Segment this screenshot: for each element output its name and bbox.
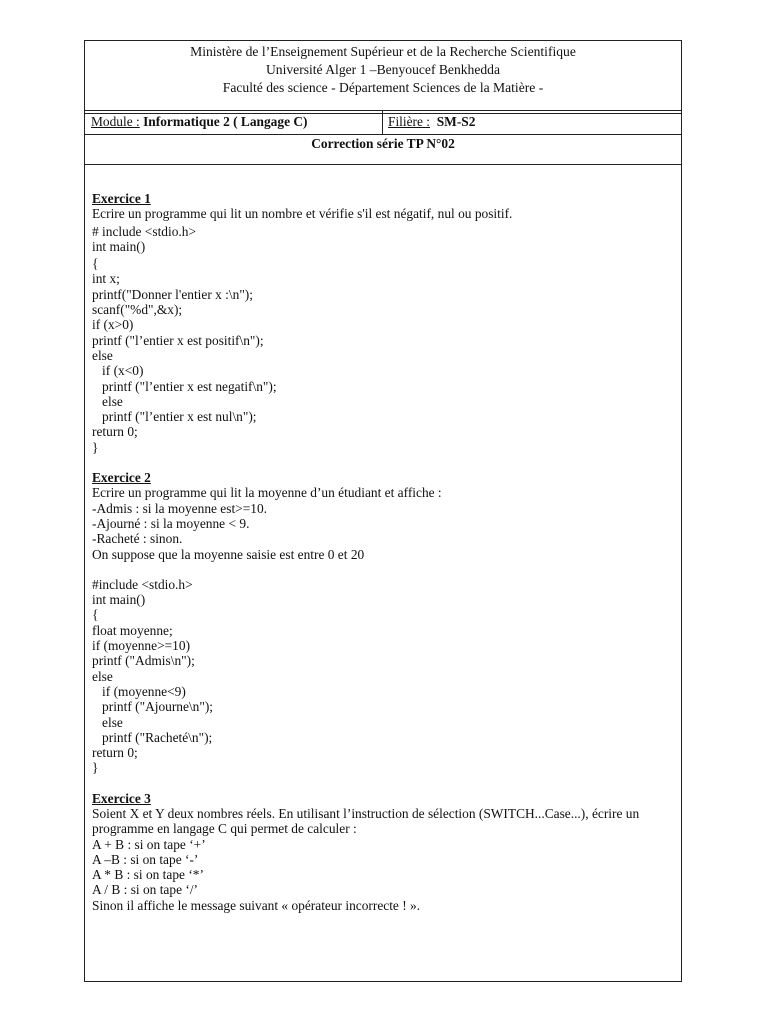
code-line: #include <stdio.h>	[92, 576, 193, 592]
code-line: if (x<0)	[92, 363, 144, 379]
exercise2-statement-line: -Ajourné : si la moyenne < 9.	[92, 515, 250, 531]
code-line: scanf("%d",&x);	[92, 302, 183, 318]
code-line: int main()	[92, 592, 146, 608]
code-line: {	[92, 256, 99, 272]
code-line: if (x>0)	[92, 317, 134, 333]
code-line: }	[92, 760, 99, 776]
doc-title-row	[85, 135, 681, 165]
exercise3-item: Sinon il affiche le message suivant « opérateur incorrecte ! ».	[92, 897, 421, 913]
code-line: int x;	[92, 271, 120, 287]
code-line: {	[92, 607, 99, 623]
code-line: float moyenne;	[92, 622, 173, 638]
code-line: printf ("Admis\n");	[92, 653, 195, 669]
code-line: printf("Donner l'entier x :\n");	[92, 286, 253, 302]
exercise2-title: Exercice 2	[92, 470, 151, 486]
doc-title: Correction série TP N°02	[311, 136, 455, 151]
code-line: printf ("Racheté\n");	[92, 729, 213, 745]
code-line: return 0;	[92, 424, 138, 440]
exercise2-statement-line: On suppose que la moyenne saisie est entre 0 et 20	[92, 546, 365, 562]
code-line: int main()	[92, 238, 146, 254]
code-line: printf ("Ajourne\n");	[92, 699, 214, 715]
filiere-cell	[388, 114, 475, 130]
code-line: printf ("l’entier x est positif\n");	[92, 332, 264, 348]
module-label: Module :	[91, 114, 140, 129]
faculty-line: Faculté des science - Département Sciences de la Matière -	[222, 80, 544, 95]
code-line: printf ("l’entier x est negatif\n");	[92, 378, 277, 394]
code-line: else	[92, 668, 113, 684]
exercise3-item: A / B : si on tape ‘/’	[92, 882, 198, 898]
document-body	[92, 191, 677, 913]
filiere-label: Filière :	[388, 114, 431, 129]
exercise3-item: A + B : si on tape ‘+’	[92, 836, 206, 852]
institution-header	[85, 41, 681, 111]
module-value: Informatique 2 ( Langage C)	[143, 114, 308, 129]
code-line: if (moyenne<9)	[92, 683, 186, 699]
exercise3-statement: Soient X et Y deux nombres réels. En utilisant l’instruction de sélection (SWITCH...Case...), écrire un programme en langage C qui permet de calculer :	[92, 805, 640, 837]
module-row	[85, 111, 681, 135]
code-line: # include <stdio.h>	[92, 223, 196, 239]
code-line: if (moyenne>=10)	[92, 638, 191, 654]
code-line: else	[92, 347, 113, 363]
exercise1-title: Exercice 1	[92, 191, 151, 206]
code-line: return 0;	[92, 745, 138, 761]
university-line: Université Alger 1 –Benyoucef Benkhedda	[265, 62, 501, 77]
exercise3-title: Exercice 3	[92, 790, 151, 806]
exercise2-statement-line: Ecrire un programme qui lit la moyenne d’un étudiant et affiche :	[92, 485, 442, 501]
code-line: }	[92, 439, 99, 455]
exercise3-item: A * B : si on tape ‘*’	[92, 867, 204, 883]
cell-divider	[382, 111, 383, 134]
code-line: else	[92, 393, 123, 409]
exercise2-statement-line: -Racheté : sinon.	[92, 531, 183, 547]
ministry-line: Ministère de l’Enseignement Supérieur et de la Recherche Scientifique	[190, 44, 576, 59]
document-frame	[84, 40, 682, 982]
code-line: printf ("l’entier x est nul\n");	[92, 409, 257, 425]
code-line: else	[92, 714, 123, 730]
exercise1-statement: Ecrire un programme qui lit un nombre et vérifie s'il est négatif, nul ou positif.	[92, 206, 513, 222]
filiere-value: SM-S2	[436, 114, 476, 129]
module-cell	[91, 114, 308, 130]
exercise3-item: A –B : si on tape ‘-’	[92, 851, 199, 867]
exercise2-statement-line: -Admis : si la moyenne est>=10.	[92, 500, 268, 516]
